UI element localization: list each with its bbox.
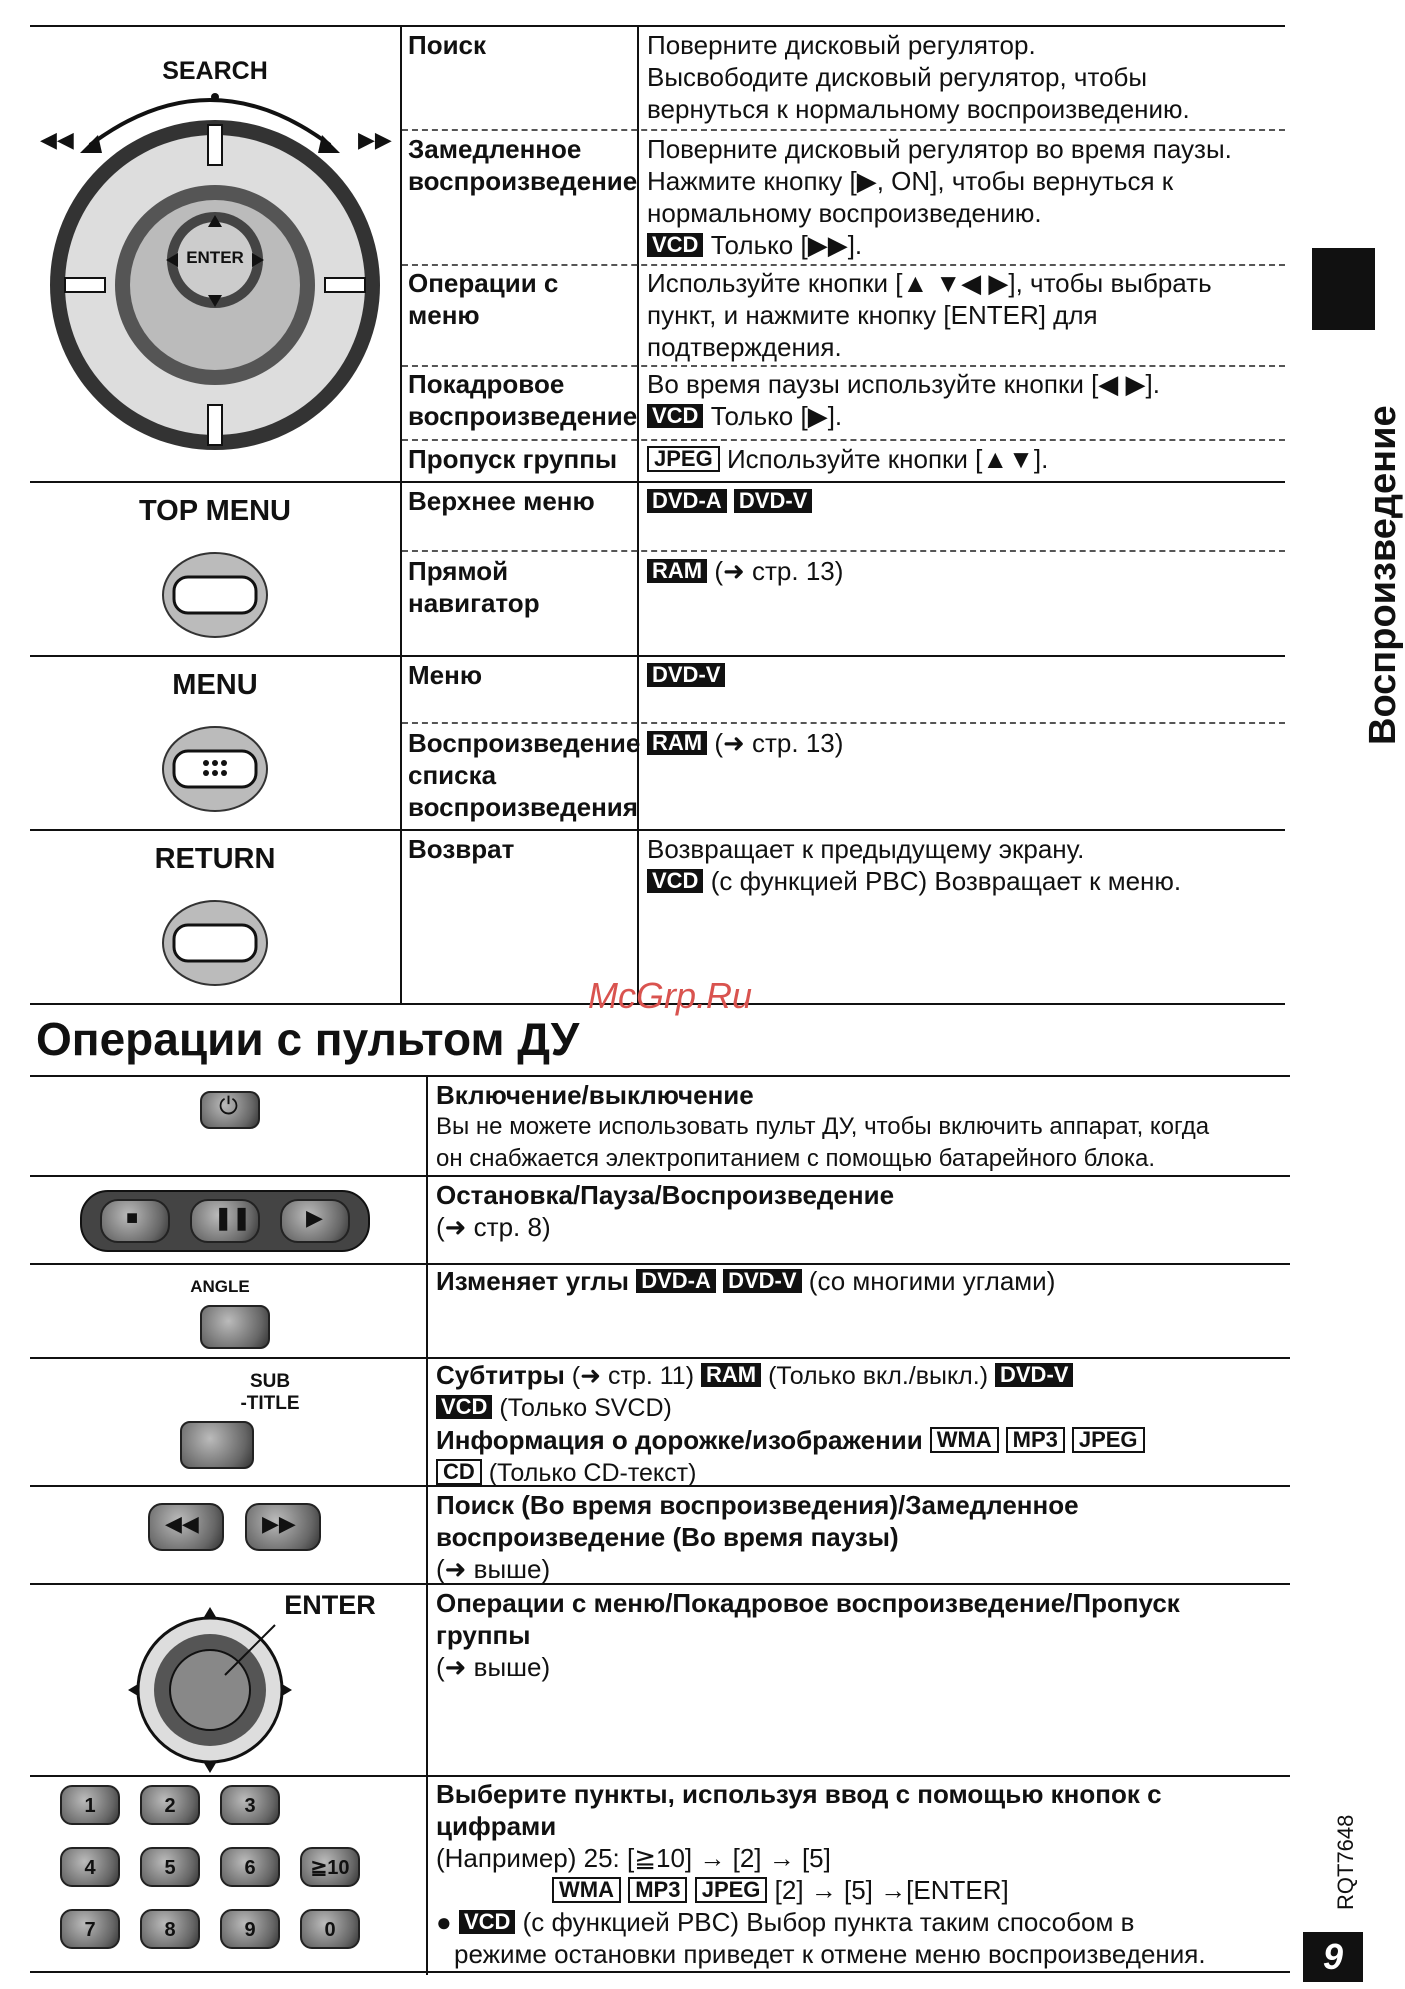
row-desc-direct-nav: RAM (➜ стр. 13)	[647, 555, 843, 587]
enter-label: ENTER	[186, 248, 244, 267]
jpeg-tag: JPEG	[695, 1877, 768, 1903]
row-desc-top-menu	[647, 485, 812, 517]
row-label-frame: Покадровое воспроизведение	[408, 369, 638, 431]
rewind-icon: ◀◀	[165, 1511, 199, 1536]
section-tab	[1312, 248, 1375, 330]
watermark: McGrp.Ru	[588, 975, 753, 1016]
stop-desc: Остановка/Пауза/Воспроизведение (➜ стр. 8)	[436, 1180, 895, 1242]
row-label-direct-nav: Прямой навигатор	[408, 556, 540, 618]
numbers-desc: Выберите пункты, используя ввод с помощью кнопок с цифрами (Например) 25: [≧10] → [2] → [5] WMA MP3 JPEG [2] → [5] →[ENTER] ● VCD (с функцией PBC) Выбор пункта таким способом в режиме остановки приведет к отмене меню воспроизведения.	[436, 1779, 1206, 1969]
number-key[interactable]: 1	[60, 1785, 120, 1825]
number-keypad	[60, 1785, 410, 1965]
number-key[interactable]: 0	[300, 1909, 360, 1949]
fast-forward-icon: ▶▶	[262, 1511, 296, 1536]
row-desc-playlist: RAM (➜ стр. 13)	[647, 727, 843, 759]
angle-label: ANGLE	[190, 1277, 250, 1296]
vcd-tag: VCD	[647, 233, 703, 257]
number-key[interactable]: 2	[140, 1785, 200, 1825]
page-number: 9	[1303, 1932, 1363, 1982]
upper-table	[30, 25, 1285, 1005]
number-key[interactable]: 4	[60, 1847, 120, 1887]
ram-tag: RAM	[647, 731, 707, 755]
rewind-icon: ◀◀	[40, 127, 74, 152]
search-label: SEARCH	[160, 57, 270, 86]
stop-icon: ■	[126, 1207, 139, 1229]
jpeg-tag: JPEG	[1072, 1427, 1145, 1453]
dvd-v-tag: DVD-V	[995, 1363, 1073, 1387]
top-menu-button[interactable]	[160, 545, 270, 640]
mp3-tag: MP3	[1006, 1427, 1065, 1453]
row-label-search: Поиск	[408, 30, 487, 60]
dvd-v-tag: DVD-V	[723, 1269, 801, 1293]
number-key[interactable]: 8	[140, 1909, 200, 1949]
power-desc: Включение/выключение Вы не можете использовать пульт ДУ, чтобы включить аппарат, когда он снабжается электропитанием с помощью батарейного блока.	[436, 1080, 1210, 1172]
row-label-slow: Замедленное воспроизведение	[408, 134, 638, 196]
power-icon: ⏻	[219, 1093, 238, 1120]
section-title: Воспроизведение	[1362, 405, 1404, 745]
wma-tag: WMA	[552, 1877, 621, 1903]
row-desc-group-skip: JPEG Используйте кнопки [▲▼].	[647, 443, 1277, 475]
subtitle-desc: Субтитры (➜ стр. 11) RAM (Только вкл./выкл.) DVD-V VCD (Только SVCD) Информация о дорожке/изображении WMA MP3 JPEG CD (Только CD-текст)	[436, 1359, 1286, 1489]
search-desc: Поиск (Во время воспроизведения)/Замедленное воспроизведение (Во время паузы) (➜ выше)	[436, 1490, 1079, 1584]
row-desc-slow: Поверните дисковый регулятор во время паузы. Нажмите кнопку [▶, ON], чтобы вернуться к нормальному воспроизведению. VCD Только [▶▶].	[647, 134, 1232, 260]
jog-dial[interactable]	[40, 35, 390, 475]
angle-button[interactable]	[200, 1305, 270, 1349]
mp3-tag: MP3	[628, 1877, 687, 1903]
row-label-menu: Меню	[408, 660, 483, 690]
subtitle-label-2: -TITLE	[240, 1393, 300, 1414]
doc-code: RQT7648	[1333, 1814, 1358, 1910]
vcd-tag: VCD	[459, 1910, 515, 1934]
number-key[interactable]: 3	[220, 1785, 280, 1825]
ram-tag: RAM	[647, 559, 707, 583]
menu-label: MENU	[172, 669, 258, 701]
fast-forward-icon: ▶▶	[358, 127, 392, 152]
number-key[interactable]: 5	[140, 1847, 200, 1887]
dvd-a-tag: DVD-A	[636, 1269, 716, 1293]
subtitle-label-1: SUB	[249, 1371, 291, 1392]
pause-icon: ❚❚	[214, 1205, 251, 1230]
number-key[interactable]: 7	[60, 1909, 120, 1949]
vcd-tag: VCD	[436, 1395, 492, 1419]
row-label-return: Возврат	[408, 834, 515, 864]
row-label-menu-ops: Операции с меню	[408, 268, 559, 330]
row-label-playlist: Воспроизведение списка воспроизведения	[408, 728, 641, 822]
row-label-group-skip: Пропуск группы	[408, 444, 618, 474]
vcd-tag: VCD	[647, 404, 703, 428]
top-menu-label: TOP MENU	[138, 495, 291, 527]
menu-ops-desc: Операции с меню/Покадровое воспроизведение/Пропуск группы (➜ выше)	[436, 1588, 1180, 1682]
ram-tag: RAM	[701, 1363, 761, 1387]
jpeg-tag: JPEG	[647, 446, 720, 472]
dvd-v-tag: DVD-V	[647, 663, 725, 687]
number-key[interactable]: ≧10	[300, 1847, 360, 1887]
row-label-top-menu: Верхнее меню	[408, 486, 595, 516]
enter-label: ENTER	[284, 1590, 376, 1620]
row-desc-search: Поверните дисковый регулятор. Высвободите дисковый регулятор, чтобы вернуться к нормальному воспроизведению.	[647, 30, 1190, 124]
menu-button[interactable]	[160, 719, 270, 814]
vcd-tag: VCD	[647, 869, 703, 893]
subtitle-button[interactable]	[180, 1421, 254, 1469]
play-icon: ▶	[306, 1205, 323, 1230]
enter-dial[interactable]	[110, 1595, 310, 1775]
row-desc-return: Возвращает к предыдущему экрану. VCD (с функцией PBC) Возвращает к меню.	[647, 834, 1182, 896]
wma-tag: WMA	[930, 1427, 999, 1453]
number-key[interactable]: 6	[220, 1847, 280, 1887]
row-desc-menu-ops: Используйте кнопки [▲ ▼◀ ▶], чтобы выбрать пункт, и нажмите кнопку [ENTER] для подтверждения.	[647, 268, 1212, 362]
lower-table	[30, 1075, 1290, 1975]
cd-tag: CD	[436, 1459, 482, 1485]
return-button[interactable]	[160, 893, 270, 988]
return-label: RETURN	[154, 843, 276, 875]
section-heading: Операции с пультом ДУ	[36, 1013, 580, 1065]
row-desc-frame: Во время паузы используйте кнопки [◀ ▶]. VCD Только [▶].	[647, 369, 1160, 431]
angle-desc: Изменяет углы DVD-A DVD-V (со многими углами)	[436, 1266, 1056, 1296]
dvd-a-tag: DVD-A	[647, 489, 727, 513]
row-desc-menu	[647, 659, 725, 691]
number-key[interactable]: 9	[220, 1909, 280, 1949]
dvd-v-tag: DVD-V	[734, 489, 812, 513]
